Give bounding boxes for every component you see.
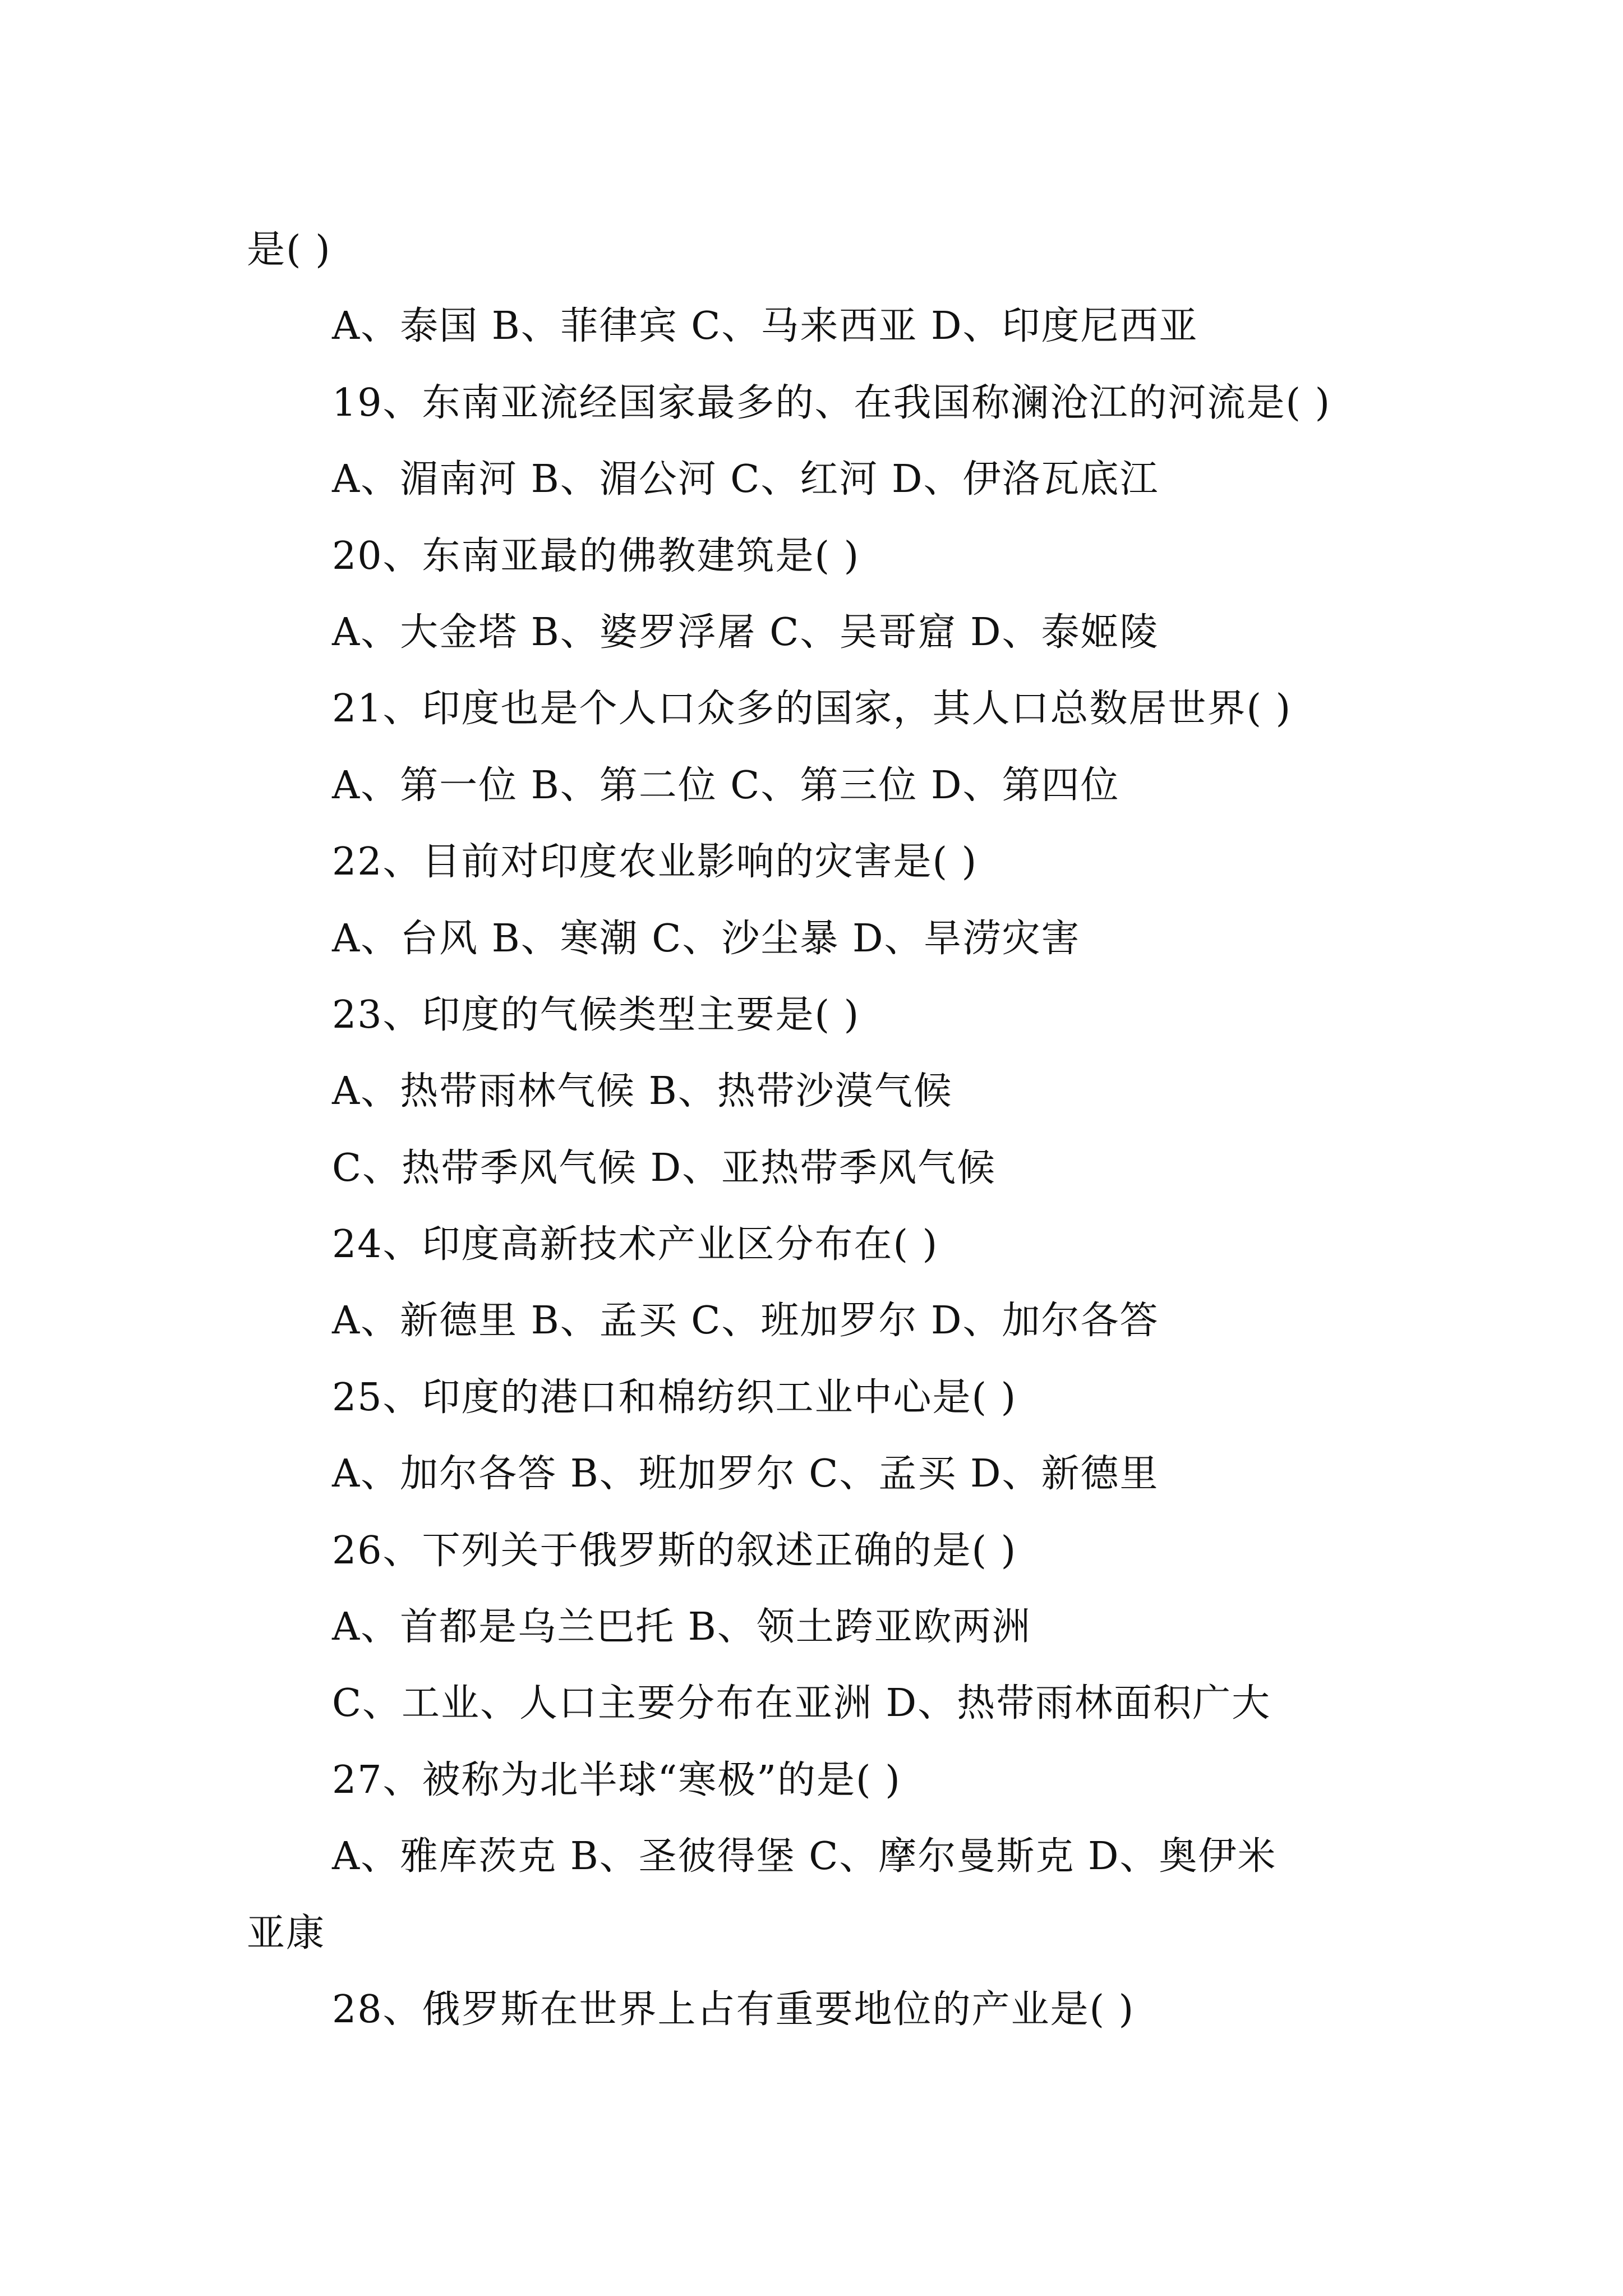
q27-options: A、雅库茨克 B、圣彼得堡 C、摩尔曼斯克 D、奥伊米 (332, 1834, 1277, 1879)
q28-question: 28、俄罗斯在世界上占有重要地位的产业是( ) (332, 1987, 1135, 2032)
q21-question: 21、印度也是个人口众多的国家，其人口总数居世界( ) (332, 687, 1292, 731)
q22-question: 22、目前对印度农业影响的灾害是( ) (332, 840, 978, 885)
q26-question: 26、下列关于俄罗斯的叙述正确的是( ) (332, 1528, 1017, 1573)
q23-question: 23、印度的气候类型主要是( ) (332, 992, 860, 1037)
q20-question: 20、东南亚最的佛教建筑是( ) (332, 533, 860, 578)
q27-options-continued: 亚康 (247, 1911, 326, 1955)
question-list (247, 212, 1402, 2048)
q24-options: A、新德里 B、孟买 C、班加罗尔 D、加尔各答 (332, 1299, 1159, 1343)
q26-options-cd: C、工业、人口主要分布在亚洲 D、热带雨林面积广大 (332, 1681, 1271, 1726)
text-line: 是( ) (247, 228, 331, 272)
q22-options: A、台风 B、寒潮 C、沙尘暴 D、旱涝灾害 (332, 916, 1081, 961)
q23-options-cd: C、热带季风气候 D、亚热带季风气候 (332, 1145, 997, 1190)
q26-options-ab: A、首都是乌兰巴托 B、领土跨亚欧两洲 (332, 1605, 1031, 1650)
q20-options: A、大金塔 B、婆罗浮屠 C、吴哥窟 D、泰姬陵 (332, 610, 1159, 655)
q19-options: A、湄南河 B、湄公河 C、红河 D、伊洛瓦底江 (332, 457, 1159, 502)
q24-question: 24、印度高新技术产业区分布在( ) (332, 1222, 939, 1267)
q19-question: 19、东南亚流经国家最多的、在我国称澜沧江的河流是( ) (332, 380, 1331, 425)
q27-question: 27、被称为北半球“寒极”的是( ) (332, 1757, 901, 1802)
q23-options-ab: A、热带雨林气候 B、热带沙漠气候 (332, 1069, 953, 1114)
q25-options: A、加尔各答 B、班加罗尔 C、孟买 D、新德里 (332, 1452, 1159, 1497)
q21-options: A、第一位 B、第二位 C、第三位 D、第四位 (332, 763, 1120, 808)
q25-question: 25、印度的港口和棉纺织工业中心是( ) (332, 1375, 1017, 1420)
q18-options: A、泰国 B、菲律宾 C、马来西亚 D、印度尼西亚 (332, 304, 1198, 349)
